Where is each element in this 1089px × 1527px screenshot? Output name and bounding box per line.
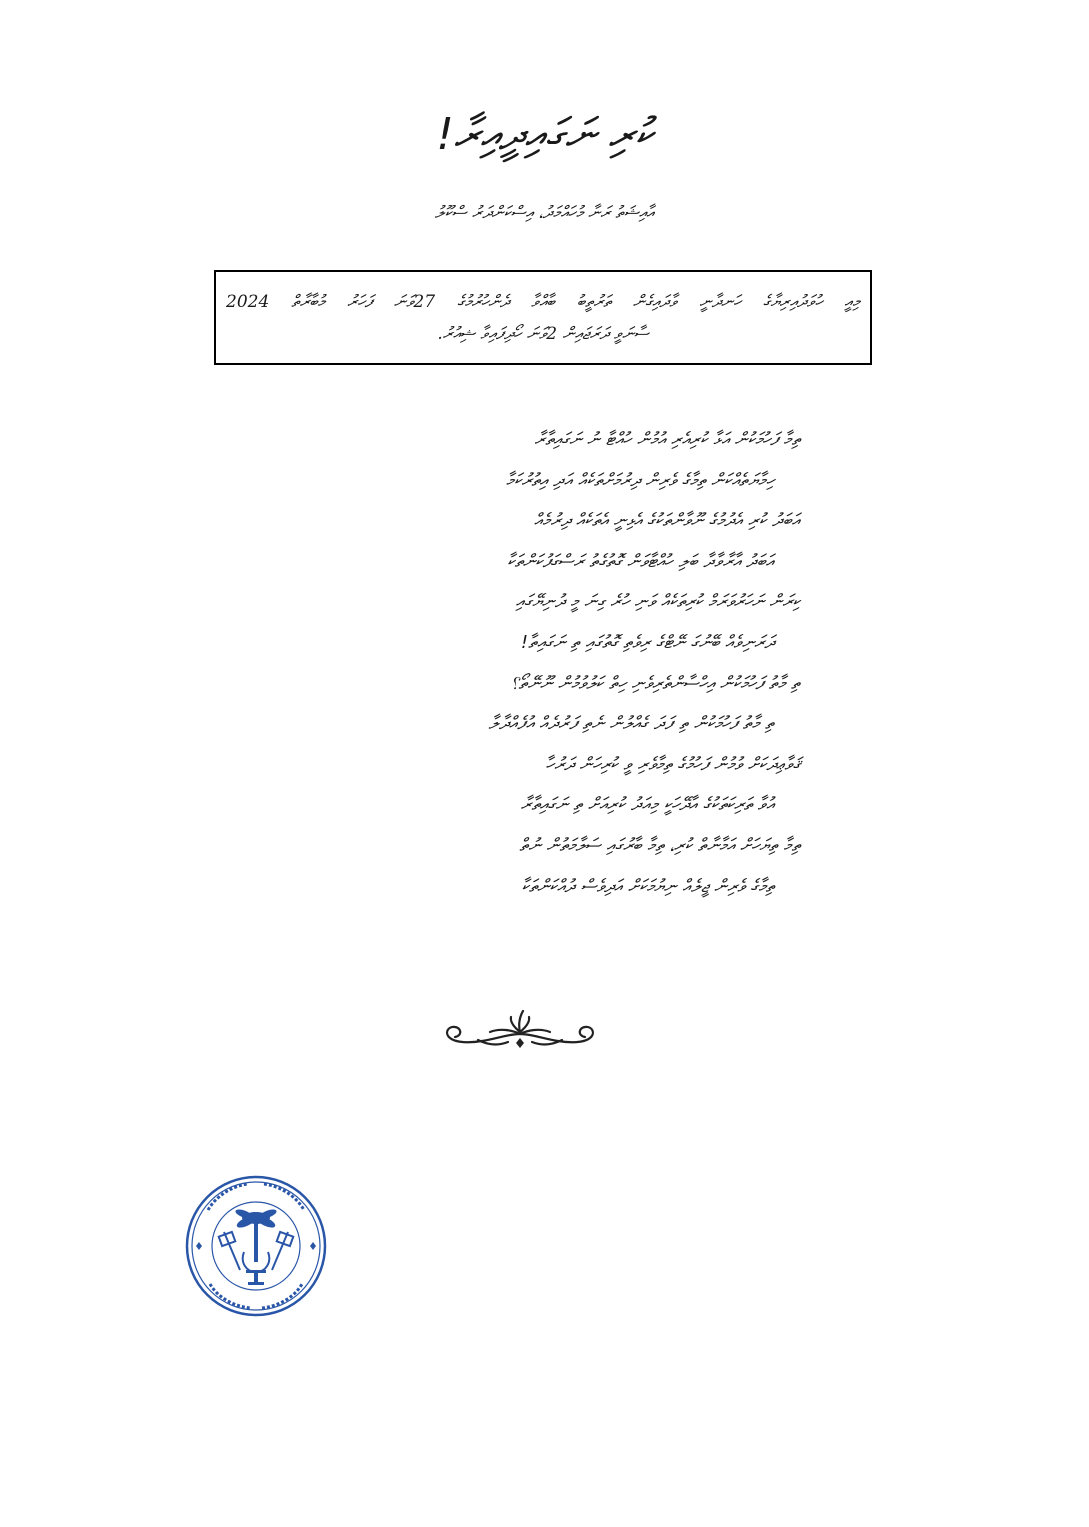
poem-line-6: ދަރަނިވެއް ބޭނުގަ ނޭޓްގެ ރިވެތި ގޮތުގައި ތި ނަގައިތާ! [520,631,774,653]
flourish-ornament-icon [438,1008,602,1052]
poem-line-9: ޤަވާޢިދަކަށް ވުމުން ފަހުމުގެ ތިމާވެރި ވީ ކުރިހަން ދަރުހާ [545,753,800,775]
poem-line-5: ކިރަން ނަހަރުވަރަމް ކުރިތަކެއް ވަނި ހުރެ ގިނަ މީ ދުނިޔޭގައި [515,591,800,613]
poem-line-2: ހިމާޔަތެއްކަން ތިމާގެ ވެރިން ދިރުމަށްތަކެއް އަދި އިތުރުކަމާ [505,469,774,491]
poem-line-4: އަބަދު އާރާވާދާ ބަލި ހުއްޓާވަން ގޮތުގެތު ރަސްގަފުކަންތަކާ [507,550,774,572]
author-line: އާއިޝަތު ރަނާ މުހައްމަދު، އިސްކަންދަރު ސްކޫލު [434,203,655,223]
poem-line-8: ތި މާތު ފަހުމަކުން ތި ފަދަ ގެއްލުން ނެތި ފަރުދެއް އުފެއްދާލާ [488,713,774,735]
poem-line-7: ތި މާތު ފަހުމަކުން އިހްސާންތެރިވެނި ހިތް ކަލުވުމުން ނޫނޭތޯ؟ [510,672,800,694]
poem-line-10: އުވާ ތަރިކަތަކުގެ އާދޭހަކީ މިއަދު ކުރިއަށް ތި ނަގައިތާރާ [520,794,774,816]
notice-line-1: މިއީ ހުވަދުއިރިޔާގެ ހަނދާނީ ވާދައިގެން ތަރުތީބު ބާއްވާ ދެންހުރުމުގެ 27ވަނަ ފަހަރު މުބާރާތް 2024 [226,292,860,312]
official-seal-icon [184,1174,328,1318]
poem-line-1: ތިމާ ފަހުމަކުން އަޅާ ކުރިއެރި އުމުން ހުއްޓާ ނު ނަގައިތާރާ [534,429,800,450]
poem-line-11: ތިމާ ތިޔަހަށް އަމާނާތް ކުރި، ތިމާ ބާރުގައި ސަލާމަތުން ނުތް [519,834,800,856]
poem-line-12: ތިމާގެ ވެރިން ޖީލެއް ނިޔުމަކަށް އަދިވެސް ދުއްކަންތަކާ [521,875,774,897]
notice-line-2: ސާނަވީ ދަރަޖައިން 2ވަނަ ހޯދިފައިވާ ޝިއުރު. [437,324,649,344]
document-title: ކުރި ނަގައިދީއިރާ! [436,109,653,160]
poem-body [260,420,800,907]
competition-notice-box [214,270,872,365]
poem-line-3: އަބަދު ކުރި އެދުމުގެ ނޫވާންތަކުގެ އެޅިނީ އެތަކެއް ދިރުމެއް [533,510,800,532]
